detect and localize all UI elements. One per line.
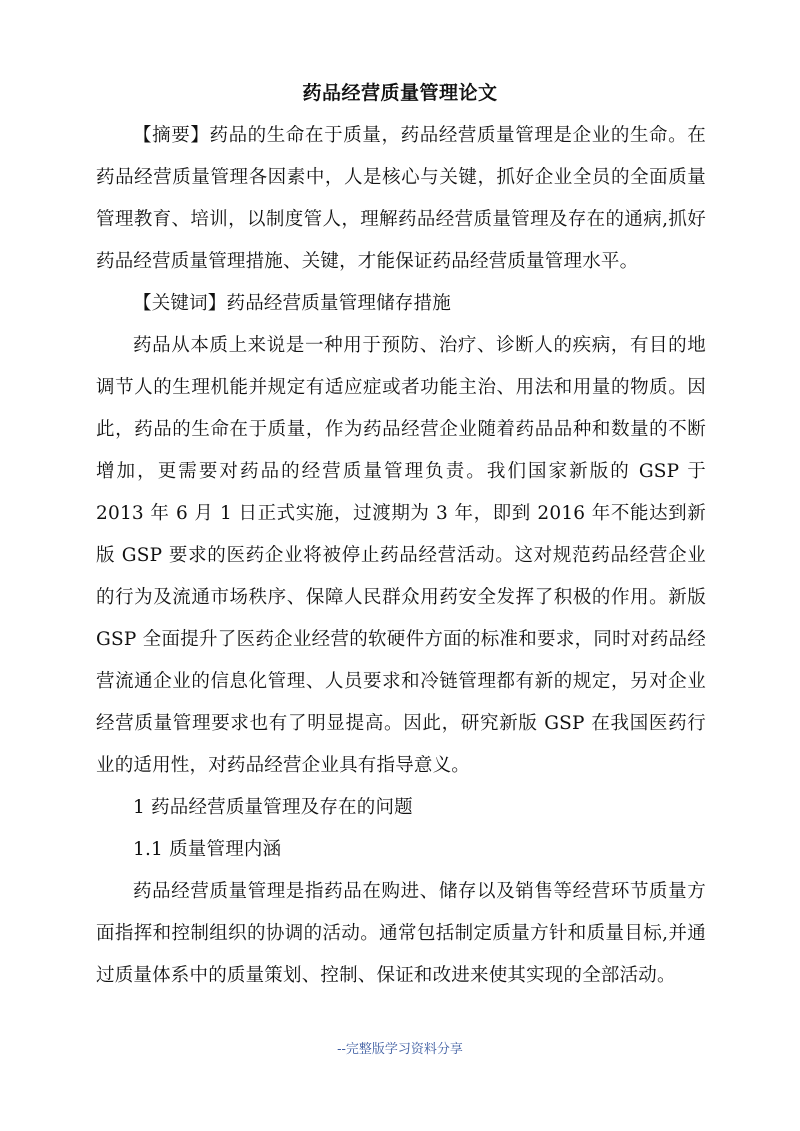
intro-paragraph: 药品从本质上来说是一种用于预防、治疗、诊断人的疾病，有目的地调节人的生理机能并规定有适应症或者功能主治、用法和用量的物质。因此，药品的生命在于质量，作为药品经营企业随着药品品种和数量的不断增加，更需要对药品的经营质量管理负责。我们国家新版的 GSP 于 2013 年 6 月 1 日正式实施，过渡期为 3 年，即到 2016 年不能达到新版 GSP 要求的医药企业将被停止药品经营活动。这对规范药品经营企业的行为及流通市场秩序、保障人民群众用药安全发挥了积极的作用。新版 GSP 全面提升了医药企业经营的软硬件方面的标准和要求，同时对药品经营流通企业的信息化管理、人员要求和冷链管理都有新的规定，另对企业经营质量管理要求也有了明显提高。因此，研究新版 GSP 在我国医药行业的适用性，对药品经营企业具有指导意义。 [96, 335, 706, 776]
page-footer: --完整版学习资料分享 [337, 1042, 463, 1057]
section-1-heading: 1 药品经营质量管理及存在的问题 [133, 797, 413, 818]
keywords-line: 【关键词】药品经营质量管理储存措施 [133, 293, 451, 314]
abstract-paragraph: 【摘要】药品的生命在于质量，药品经营质量管理是企业的生命。在药品经营质量管理各因素中，人是核心与关键，抓好企业全员的全面质量管理教育、培训，以制度管人，理解药品经营质量管理及存在的通病,抓好药品经营质量管理措施、关键，才能保证药品经营质量管理水平。 [96, 125, 706, 272]
document-title: 药品经营质量管理论文 [302, 82, 498, 104]
section-1-1-heading: 1.1 质量管理内涵 [133, 839, 282, 860]
section-1-1-paragraph: 药品经营质量管理是指药品在购进、储存以及销售等经营环节质量方面指挥和控制组织的协调的活动。通常包括制定质量方针和质量目标,并通过质量体系中的质量策划、控制、保证和改进来使其实现的全部活动。 [96, 881, 706, 986]
